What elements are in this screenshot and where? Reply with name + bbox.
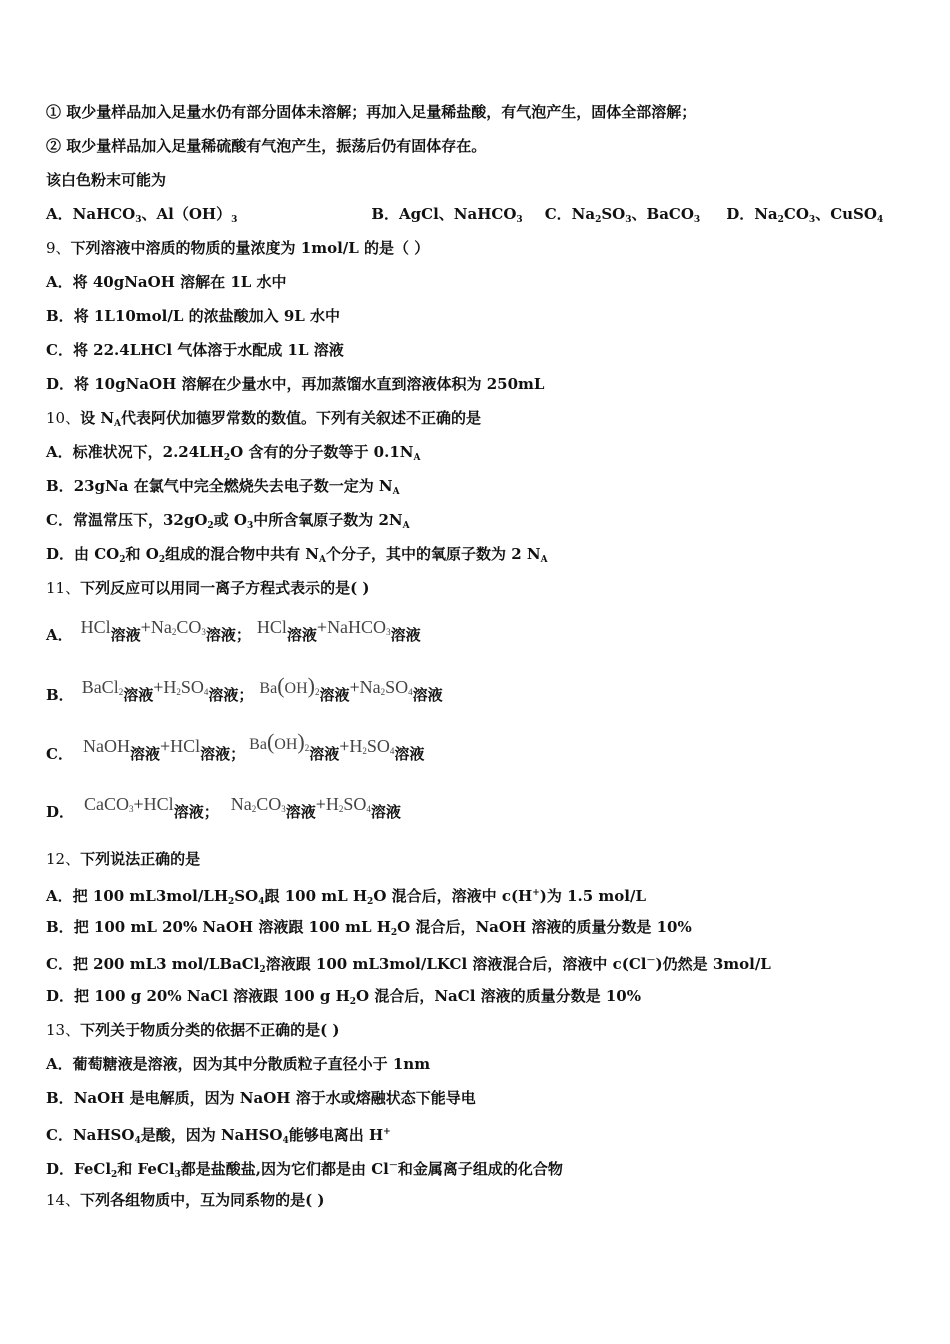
q9-option-d [46,374,544,394]
q11-d-f3s2: 3 [281,804,286,814]
q10-d-t4: 个分子，其中的氧原子数为 2 N [326,545,541,563]
q9-a-label: A． [46,273,73,291]
formula: HCl [80,617,111,637]
q9-d-label: D． [46,375,75,393]
q13-d-t4: 和金属离子组成的化合物 [397,1160,563,1178]
q8-options-d-label: D． [726,205,755,223]
formula [327,617,391,637]
q9-option-c [46,340,344,360]
q11-plus: + [316,617,328,637]
q13-option-b [46,1088,476,1108]
q14-stem [46,1190,325,1210]
q14-stem-text: 下列各组物质中，互为同系物的是( ) [80,1191,325,1209]
q11-b-f3p1: ( [277,673,285,698]
q12-option-c [46,951,771,980]
q9-stem [46,238,429,258]
q11-c-f4a: H [349,736,363,756]
q11-a-label: A． [46,626,73,644]
q13-a: 葡萄糖液是溶液，因为其中分散质粒子直径小于 1nm [72,1055,431,1073]
q8-options-c-t2: SO [601,205,626,223]
q10-a-t2: O 含有的分子数等于 0.1N [230,443,414,461]
q12-d-t1: 把 100 g 20% NaCl 溶液跟 100 g H [74,987,350,1005]
q12-b-t1: 把 100 mL 20% NaOH 溶液跟 100 mL H [73,918,391,936]
q8-options-a-s1: 3 [135,215,142,225]
q8-options-a-t1: NaHCO [72,205,136,223]
q14-number: 14、 [46,1191,81,1209]
q11-sol: 溶液 [173,803,204,821]
q8-options-b-t1: AgCl、NaHCO [399,205,517,223]
q12-d-s1: 2 [349,997,357,1007]
q8-options-d-s1: 2 [777,215,784,225]
formula [82,677,124,697]
q12-number: 12、 [46,850,81,868]
q12-d-t2: O 混合后，NaCl 溶液的质量分数是 10% [356,987,641,1005]
q13-d-t3: 都是盐酸盐,因为它们都是由 Cl [180,1160,389,1178]
q11-a-f2b: CO [176,617,202,637]
q12-c-t2: 溶液跟 100 mL3mol/LKCl 溶液混合后，溶液中 c(Cl [265,955,647,973]
q8-options-d-t1: Na [754,205,778,223]
q13-option-a [46,1054,430,1074]
q10-stem-t1: 设 N [80,409,115,427]
q9-option-a [46,272,287,292]
q13-option-d [46,1156,563,1185]
q9-a: 将 40gNaOH 溶解在 1L 水中 [72,273,287,291]
formula [326,794,371,814]
q11-sol: 溶液 [412,686,443,704]
q11-b-f1a: BaCl [81,677,119,697]
q11-plus: + [133,794,144,814]
q10-c-s3: A [402,521,410,531]
q10-a-s1: 2 [223,453,231,463]
q12-a-p1: + [532,888,540,898]
q11-plus: + [339,736,350,756]
q11-b-f3p2: ) [307,673,315,698]
q13-c-t2: 是酸，因为 NaHSO [140,1126,283,1144]
formula [84,794,134,814]
q12-b-label: B． [46,918,74,936]
q12-c-t1: 把 200 mL3 mol/LBaCl [72,955,260,973]
q9-c-label: C． [46,341,73,359]
formula [349,736,394,756]
q11-b-f4a: Na [359,677,381,697]
q10-a-label: A． [46,443,73,461]
q11-d-f4s1: 2 [338,804,344,814]
formula [249,729,310,754]
q11-b-f3a: Ba [259,680,278,697]
q8-options-d-t2: CO [783,205,809,223]
q11-d-f4s2: 4 [366,804,371,814]
q10-a-t1: 标准状况下，2.24LH [72,443,224,461]
q10-d-s1: 2 [119,555,126,565]
q11-d-f1s: 3 [129,804,134,814]
q11-sol: 溶液 [390,626,421,644]
formula: HCl [256,617,287,637]
q8-options-c-s1: 2 [595,215,602,225]
q8-options-b-s1: 3 [516,215,523,225]
formula [360,677,413,697]
q11-sol: 溶液 [200,745,231,763]
q13-d-t2: 和 FeCl [117,1160,175,1178]
q11-d-f3a: Na [230,794,252,814]
intro-prompt-text: 该白色粉末可能为 [46,171,167,189]
q11-c-label: C． [46,745,73,763]
q11-a-f2s2: 3 [201,627,206,637]
q12-c-s1: 2 [259,965,266,975]
q9-option-b [46,306,340,326]
q12-c-label: C． [46,955,73,973]
q11-b-label: B． [46,686,74,704]
q8-options-a-s2: 3 [231,215,238,225]
q11-d-f3b: CO [256,794,282,814]
intro-prompt [46,170,166,190]
q11-sol: 溶液 [123,686,154,704]
q12-a-t4: O 混合后，溶液中 c(H [373,887,533,905]
q10-a-s2: A [413,453,421,463]
q11-semi: ； [235,626,251,644]
q12-option-a [46,883,646,912]
q9-d: 将 10gNaOH 溶解在少量水中，再加蒸馏水直到溶液体积为 250mL [74,375,545,393]
q11-plus: + [140,617,151,637]
q10-stem [46,408,481,434]
q13-a-label: A． [46,1055,73,1073]
q11-semi: ； [203,803,219,821]
q10-b-label: B． [46,477,74,495]
q12-c-t3: )仍然是 3mol/L [655,955,771,973]
q11-sol: 溶液 [110,626,141,644]
q12-a-s3: 2 [367,897,374,907]
q11-option-b [46,673,443,709]
q12-b-s1: 2 [390,928,398,938]
q11-b-f2s1: 2 [176,687,181,697]
q13-d-p1: － [388,1161,398,1171]
q8-options [46,204,883,230]
q11-c-f3a: Ba [249,736,267,753]
q12-stem [46,849,200,869]
q8-option-c [545,205,701,223]
q11-b-f3s: 2 [314,687,320,697]
q11-semi: ； [238,686,254,704]
q12-a-s1: 2 [228,897,235,907]
q9-number: 9、 [46,239,71,257]
q12-option-b [46,917,692,943]
q11-sol: 溶液 [208,686,239,704]
q11-sol: 溶液 [370,803,401,821]
q10-d-s4: A [540,555,548,565]
q12-a-t3: 跟 100 mL H [264,887,368,905]
q10-d-t1: 由 CO [74,545,120,563]
q10-d-s3: A [319,555,326,565]
q8-options-a-t2: 、Al（OH） [141,205,232,223]
formula [231,794,286,814]
q10-d-t3: 组成的混合物中共有 N [165,545,320,563]
q11-b-f4s2: 4 [408,687,413,697]
q11-sol: 溶液 [129,745,160,763]
q10-option-b [46,476,400,502]
q13-d-t1: FeCl [74,1160,112,1178]
q11-option-a [46,617,421,649]
q11-d-f3s1: 2 [251,804,257,814]
formula [151,617,206,637]
q8-options-d-t3: 、CuSO [815,205,877,223]
q11-sol: 溶液 [205,626,236,644]
q12-a-label: A． [46,887,73,905]
q13-c-p1: + [383,1127,391,1137]
q9-b: 将 1L10mol/L 的浓盐酸加入 9L 水中 [73,307,341,325]
q11-b-f3b: OH [284,680,308,697]
q11-c-f3s: 2 [304,743,310,753]
q8-option-d [726,205,883,223]
q11-c-f3p1: ( [266,729,275,754]
q11-plus: + [349,677,360,697]
q10-c-label: C． [46,511,73,529]
q11-number: 11、 [46,579,81,597]
q11-sol: 溶液 [394,745,425,763]
q11-b-f4s1: 2 [380,687,386,697]
q10-option-a [46,442,420,468]
q10-c-t1: 常温常压下，32gO [72,511,208,529]
q9-c: 将 22.4LHCl 气体溶于水配成 1L 溶液 [72,341,344,359]
q11-sol: 溶液 [319,686,350,704]
intro-step2-text: ② 取少量样品加入足量稀硫酸有气泡产生，振荡后仍有固体存在。 [46,137,487,155]
q11-d-f4a: H [325,794,339,814]
q12-b-t2: O 混合后，NaOH 溶液的质量分数是 10% [397,918,692,936]
q10-b-t1: 23gNa 在氯气中完全燃烧失去电子数一定为 N [73,477,393,495]
q10-c-t3: 中所含氧原子数为 2N [253,511,403,529]
q10-stem-s1: A [114,419,122,429]
q10-c-t2: 或 O [213,511,247,529]
q9-stem-text: 下列溶液中溶质的物质的量浓度为 1mol/L 的是（ ） [70,239,430,257]
q13-b-label: B． [46,1089,74,1107]
q11-sol: 溶液 [309,745,340,763]
q11-sol: 溶液 [286,626,317,644]
q13-d-s1: 2 [111,1170,118,1180]
q11-sol: 溶液 [285,803,316,821]
q10-option-c [46,510,410,536]
q11-d-label: D． [46,803,75,821]
q11-a-f4a: NaHCO [327,617,387,637]
q11-c-f4s2: 4 [389,746,395,756]
q11-c-f4b: SO [366,736,390,756]
q13-stem-text: 下列关于物质分类的依据不正确的是( ) [80,1021,340,1039]
q8-options-c-s2: 3 [625,215,632,225]
q13-c-t1: NaHSO [72,1126,135,1144]
q13-c-s2: 4 [282,1136,289,1146]
q10-stem-t2: 代表阿伏加德罗常数的数值。下列有关叙述不正确的是 [121,409,482,427]
q13-c-s1: 4 [134,1136,141,1146]
q11-d-f1a: CaCO [84,794,130,814]
q11-b-f4b: SO [385,677,409,697]
q10-d-s2: 2 [158,555,166,565]
intro-step1 [46,102,696,122]
q11-option-d [46,794,401,826]
q11-semi: ； [230,745,246,763]
q11-option-c [46,729,425,768]
q12-a-t5: )为 1.5 mol/L [539,887,647,905]
intro-step2 [46,136,486,156]
q11-d-f4b: SO [343,794,367,814]
q10-b-s1: A [392,487,400,497]
q8-options-c-label: C． [544,205,572,223]
q11-c-f4s1: 2 [362,746,367,756]
q13-option-c [46,1122,391,1151]
q11-a-f4s: 3 [386,627,391,637]
q11-plus: + [159,736,171,756]
q10-d-t2: 和 O [125,545,159,563]
q8-options-a-label: A． [46,205,73,223]
q10-option-d [46,544,548,570]
formula: HCl [143,794,174,814]
q12-a-t1: 把 100 mL3mol/LH [72,887,229,905]
q8-options-b-label: B． [371,205,400,223]
formula [259,673,320,698]
q12-a-s2: 4 [258,897,265,907]
q13-c-t3: 能够电离出 H [288,1126,384,1144]
q8-option-b [371,205,522,223]
q10-c-s1: 2 [207,521,214,531]
q13-d-label: D． [46,1160,75,1178]
q11-stem [46,578,370,598]
q8-options-d-s2: 3 [808,215,816,225]
q12-d-label: D． [46,987,75,1005]
q11-b-f1s: 2 [118,687,124,697]
q11-a-f2a: Na [150,617,172,637]
q10-number: 10、 [46,409,81,427]
q12-c-p1: － [646,956,656,966]
intro-step1-text: ① 取少量样品加入足量水仍有部分固体未溶解；再加入足量稀盐酸，有气泡产生，固体全部溶解； [46,103,697,121]
q11-b-f2a: H [163,677,177,697]
q10-c-s2: 3 [246,521,254,531]
q12-option-d [46,986,641,1012]
q12-a-t2: SO [234,887,259,905]
q8-options-c-t1: Na [571,205,596,223]
q10-d-label: D． [46,545,75,563]
q8-options-c-t3: 、BaCO [631,205,694,223]
q11-c-f3b: OH [274,736,298,753]
q13-d-s2: 3 [174,1170,181,1180]
q11-plus: + [315,794,326,814]
q13-b: NaOH 是电解质，因为 NaOH 溶于水或熔融状态下能导电 [73,1089,476,1107]
q13-c-label: C． [46,1126,73,1144]
formula: NaOH [82,736,130,756]
q11-plus: + [153,677,164,697]
q11-stem-text: 下列反应可以用同一离子方程式表示的是( ) [80,579,370,597]
q8-option-a [46,205,237,223]
q11-b-f2s2: 4 [203,687,209,697]
q9-b-label: B． [46,307,74,325]
q13-number: 13、 [46,1021,81,1039]
q11-c-f3p2: ) [297,729,305,754]
q13-stem [46,1020,340,1040]
formula [163,677,208,697]
q11-a-f2s1: 2 [171,627,177,637]
q8-options-d-s3: 4 [876,215,884,225]
q8-options-c-s3: 3 [693,215,701,225]
q11-b-f2b: SO [180,677,204,697]
q12-stem-text: 下列说法正确的是 [80,850,201,868]
formula: HCl [170,736,201,756]
